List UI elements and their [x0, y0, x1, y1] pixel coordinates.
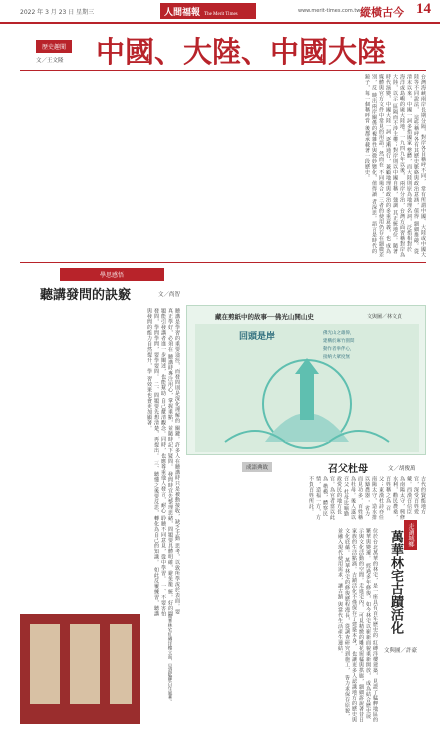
history-bottom-rule — [20, 262, 426, 263]
learn-col-6: 自己釐清觀念。同時，也應尊重他人發言，耐心 — [160, 398, 166, 514]
history-col-0: 台灣海峽兩岸長期分隔，對岸各自稱呼不同， — [420, 74, 426, 184]
walk-byline: 文與圖／許豪 — [384, 648, 418, 654]
learn-col-12: 習效果也會更加顯著。 — [146, 376, 152, 432]
section-title: 縱橫古今 — [360, 6, 404, 19]
art-header: 藏在剪紙中的故事──佛光山開山史 — [215, 313, 314, 321]
art-label: 回頭是岸 — [239, 332, 276, 342]
walk-col-7: 萬華林宅的修復歷程漫長，從調查研究到施工， — [344, 557, 350, 674]
learn-col-5: 統。好的問題能引發講者進一步闡述，也能幫助 — [160, 308, 173, 617]
walk-label: 走讀城鄉 — [404, 520, 417, 550]
history-col-7: 區隔而不涉主權；對岸則以中國自稱，強調 — [392, 103, 398, 209]
walk-col-2: 經過多年修復，如今林宅以嶄新面貌重新開放， — [365, 563, 371, 679]
art-poem-line-0: 佛光山之雄偉， — [323, 331, 355, 336]
art-header-bar — [195, 310, 419, 324]
learn-col-8: 一、不要害怕發問，學問學問，要學要問。 — [153, 308, 166, 617]
history-col-10: 成為媒體與官方文件中常見的用語。然而在 — [378, 74, 391, 255]
logo-zh: 人間福報 — [164, 8, 201, 18]
photo-pillar-1 — [30, 624, 60, 704]
learn-col-4: 發問時宜先整理思緒，問題要具體明確，避免籠 — [167, 471, 173, 588]
art-byline: 文與圖／林文貞 — [367, 314, 403, 320]
idiom-byline: 文／胡俊萬 — [388, 466, 416, 472]
history-col-3: 細細推敲。從清末以來，中國一詞多指國家 — [406, 74, 419, 255]
history-title: 中國、大陸、中國大陸 — [96, 35, 387, 69]
learn-col-2: 思考，以致所學流於表面。要真正學好，必須在 — [167, 308, 180, 615]
learn-byline: 文／尚智 — [158, 292, 181, 298]
idiom-col-1: 為南陽太守，興修水利，勸民農桑，百姓稱之為 — [385, 476, 405, 520]
paper-cut-art-box — [186, 305, 426, 455]
house-photo — [20, 614, 140, 724]
learn-col-1: 關鍵。許多人在聽講時只是被動接收，缺乏主動 — [174, 425, 180, 542]
page-number: 14 — [416, 1, 431, 17]
photo-caption: 萬華林宅紅磚洋樓立面，見證艋舺百年風華。 — [167, 614, 172, 704]
history-col-13: 者深思。語言是時代的鏡子，每一個稱呼背 — [364, 74, 377, 255]
walk-col-1: 紅磚洋樓建築，見證了艋舺地區的繁華與變遷。 — [365, 528, 378, 723]
website-url[interactable]: www.merit-times.com.tw — [298, 8, 361, 14]
learn-body — [20, 308, 180, 618]
history-col-14: 後都承載著一段歷史。 — [364, 125, 370, 181]
history-col-1: 常有所謂中國、大陸或中國大陸等不同說法， — [413, 74, 426, 258]
logo-en: The Merit Times — [204, 12, 238, 17]
idiom-col-2: 召父；東漢杜詩亦任南陽太守，造水排以鑄農器 — [364, 476, 391, 520]
history-col-6: 兩岸分治，台灣方面習稱對岸為大陸，以示 — [392, 74, 405, 258]
paper-cut-tower — [300, 374, 314, 420]
art-poem-line-3: 接納大眾度無 — [323, 355, 350, 360]
history-col-8: 其正統地位。隨著時代演變，中國大陸一詞 — [385, 74, 398, 255]
learn-label: 學思感悟 — [60, 268, 164, 281]
paper-cut-illustration — [195, 324, 419, 452]
history-label: 歷史趣聞 — [36, 40, 72, 53]
walk-col-8: 皆力求保存原貌，並融入現代使用需求，讓古蹟 — [337, 528, 350, 720]
learn-col-0: 聽講是學習的重要途徑，而發問則是深化理解的 — [174, 308, 180, 424]
learn-title: 聽講發問的訣竅 — [40, 288, 132, 303]
walk-col-5: 家族的生活點滴。古蹟活化不僅保存了建築本身， — [351, 528, 357, 649]
walk-col-3: 成為結合歷史展示與文化活動的空間。走進宅內， — [358, 528, 371, 720]
history-col-12: 映出兩岸關係的複雜性與微妙變化，值得讀 — [371, 92, 377, 198]
history-col-5: 海洋或島嶼的廣大陸地。一九四九年以後， — [399, 74, 405, 179]
history-col-9: 逐漸通行，兼顧地理與政治的多重意義，也 — [385, 136, 391, 242]
walk-col-4: 可見精緻的雕花窗櫺與拱廊，細細訴說著昔日 — [358, 612, 364, 723]
learn-col-10: 三、聽懂之後要反思，轉化為自己的知識。 — [153, 460, 159, 566]
photo-pillar-3 — [110, 624, 132, 704]
learn-col-9: 二、問題要先想清楚，再提出。 — [153, 381, 159, 459]
walk-col-9: 與當代生活產生連結。 — [337, 601, 343, 657]
idiom-col-5: 楷模，體察民情，造福一方，方不負百姓所託。 — [308, 476, 328, 520]
idiom-col-4: 杜母比喻勤政愛民的地方長官。為官者當以此為 — [322, 476, 349, 520]
idiom-col-0: 古代的賢能地方官，深受百姓愛戴。西漢召信臣 — [406, 476, 426, 515]
walk-title: 萬華林宅古蹟活化 — [388, 530, 403, 634]
idiom-label: 成語典故 — [242, 462, 272, 472]
newspaper-logo[interactable] — [160, 3, 256, 19]
paper-cut-image — [195, 324, 419, 452]
walk-col-0: 位於台北萬華的林宅，是一座具有百年歷史的 — [372, 528, 378, 638]
idiom-title: 召父杜母 — [328, 464, 368, 475]
learn-col-3: 聽講時專注用心，掌握重點，並隨時記下疑問。 — [167, 354, 173, 470]
art-poem-line-1: 建構於麻竹園間 — [323, 339, 355, 344]
history-body — [20, 74, 426, 258]
history-byline: 文／王文隆 — [36, 58, 64, 64]
history-rule — [20, 70, 426, 71]
idiom-col-3: ，省力而見功多，百姓稱為杜母。後人遂以召父 — [343, 476, 370, 520]
masthead — [0, 0, 440, 24]
history-col-11: 不同場合，三者的使用仍存在細微差別，反 — [371, 74, 384, 258]
history-col-4: 整體，而大陸則原為地理名詞，泛指相對於 — [406, 147, 412, 253]
house-photo-illustration — [20, 614, 140, 724]
issue-date: 2022 年 3 月 23 日 星期三 — [20, 9, 95, 16]
walk-body — [188, 528, 378, 724]
idiom-body — [240, 476, 426, 522]
photo-pillar-2 — [70, 624, 100, 704]
learn-col-11: 如此反覆練習，聽講與發問的能力自然提升，學 — [146, 308, 159, 617]
walk-col-6: 也讓更多人認識地方的歷史與文化底蘊。 — [344, 528, 357, 723]
learn-col-7: 聆聽不同意見，從中學習。 — [160, 515, 166, 582]
history-col-2: 這些稱呼各有其歷史脈絡與政治意涵，值得 — [413, 114, 419, 220]
art-poem-line-2: 動作者拳伴心， — [323, 347, 355, 352]
